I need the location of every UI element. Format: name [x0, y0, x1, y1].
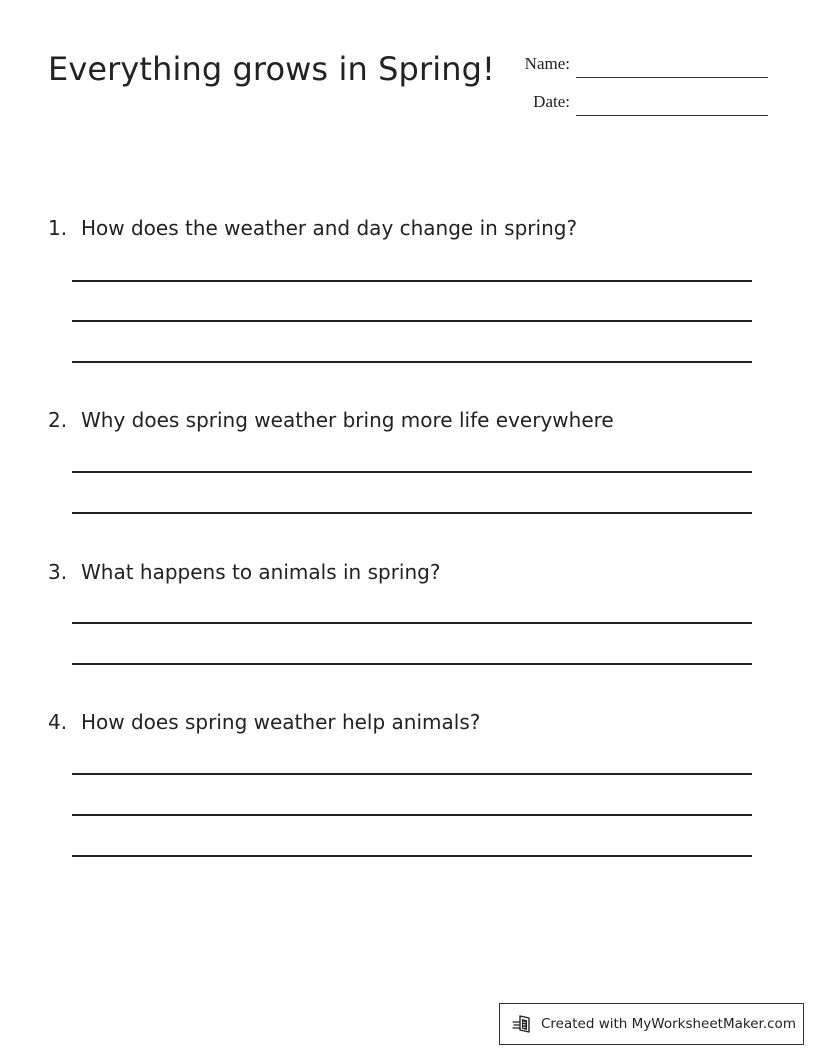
answer-line[interactable] — [72, 320, 752, 322]
question-number: 1. — [48, 216, 68, 240]
footer-text: Created with MyWorksheetMaker.com — [541, 1016, 796, 1032]
answer-line[interactable] — [72, 361, 752, 363]
date-label: Date: — [533, 92, 570, 111]
answer-line[interactable] — [72, 512, 752, 514]
answer-line[interactable] — [72, 471, 752, 473]
worksheet-maker-logo-icon — [512, 1013, 534, 1035]
name-field-line[interactable] — [576, 77, 768, 78]
answer-line[interactable] — [72, 814, 752, 816]
answer-line[interactable] — [72, 773, 752, 775]
date-field-line[interactable] — [576, 115, 768, 116]
question-text: How does spring weather help animals? — [81, 710, 481, 734]
question-text: What happens to animals in spring? — [81, 560, 441, 584]
answer-line[interactable] — [72, 855, 752, 857]
answer-line[interactable] — [72, 622, 752, 624]
question-1 — [48, 215, 577, 241]
answer-line[interactable] — [72, 280, 752, 282]
name-label: Name: — [524, 54, 570, 73]
question-2 — [48, 407, 614, 433]
question-3 — [48, 559, 440, 585]
answer-line[interactable] — [72, 663, 752, 665]
question-number: 3. — [48, 560, 68, 584]
page-title: Everything grows in Spring! — [48, 50, 495, 88]
question-text: How does the weather and day change in spring? — [81, 216, 578, 240]
question-text: Why does spring weather bring more life everywhere — [81, 408, 614, 432]
footer-badge[interactable] — [499, 1003, 804, 1045]
question-4 — [48, 709, 480, 735]
question-number: 4. — [48, 710, 68, 734]
question-number: 2. — [48, 408, 68, 432]
